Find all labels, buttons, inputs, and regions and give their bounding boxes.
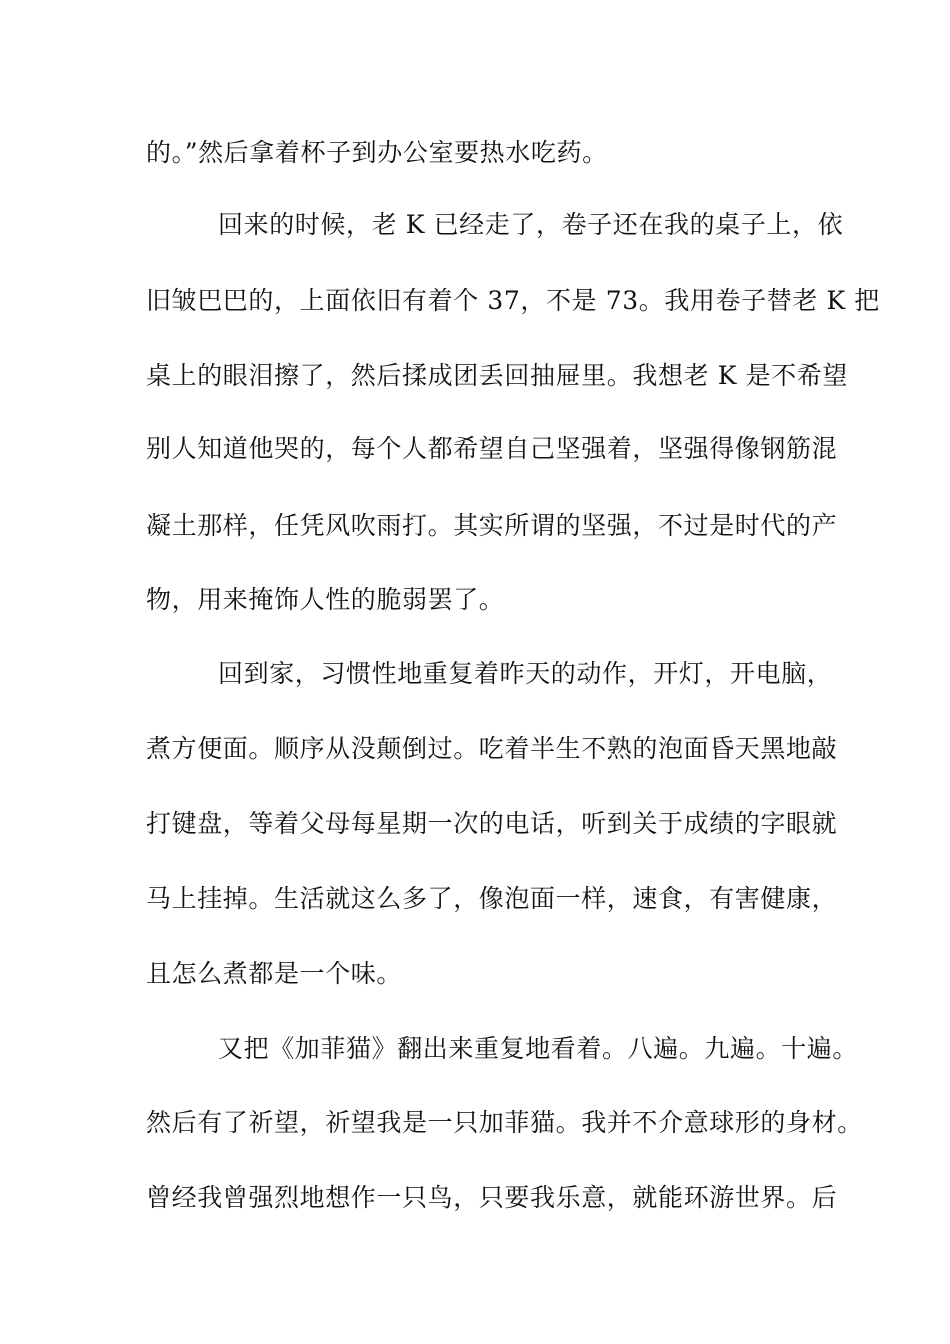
text-line: 的。”然后拿着杯子到办公室要热水吃药。	[146, 138, 608, 167]
text-line: 马上挂掉。生活就这么多了，像泡面一样，速食，有害健康，	[146, 884, 838, 913]
text-line: 桌上的眼泪擦了，然后揉成团丢回抽屉里。我想老 K 是不希望	[146, 361, 848, 390]
text-line: 旧皱巴巴的，上面依旧有着个 37，不是 73。我用卷子替老 K 把	[146, 286, 880, 315]
paragraph-start-line: 回来的时候，老 K 已经走了，卷子还在我的桌子上，依	[218, 210, 844, 239]
text-line: 然后有了祈望，祈望我是一只加菲猫。我并不介意球形的身材。	[146, 1108, 863, 1137]
text-line: 曾经我曾强烈地想作一只鸟，只要我乐意，就能环游世界。后	[146, 1183, 838, 1212]
text-line: 煮方便面。顺序从没颠倒过。吃着半生不熟的泡面昏天黑地敲	[146, 734, 838, 763]
text-line: 且怎么煮都是一个味。	[146, 959, 403, 988]
text-line: 物，用来掩饰人性的脆弱罢了。	[146, 585, 505, 614]
text-line: 凝土那样，任凭风吹雨打。其实所谓的坚强，不过是时代的产	[146, 511, 838, 540]
paragraph-start-line: 又把《加菲猫》翻出来重复地看着。八遍。九遍。十遍。	[218, 1034, 859, 1063]
text-line: 别人知道他哭的，每个人都希望自己坚强着，坚强得像钢筋混	[146, 434, 838, 463]
text-line: 打键盘，等着父母每星期一次的电话，听到关于成绩的字眼就	[146, 809, 838, 838]
paragraph-start-line: 回到家，习惯性地重复着昨天的动作，开灯，开电脑，	[218, 659, 833, 688]
